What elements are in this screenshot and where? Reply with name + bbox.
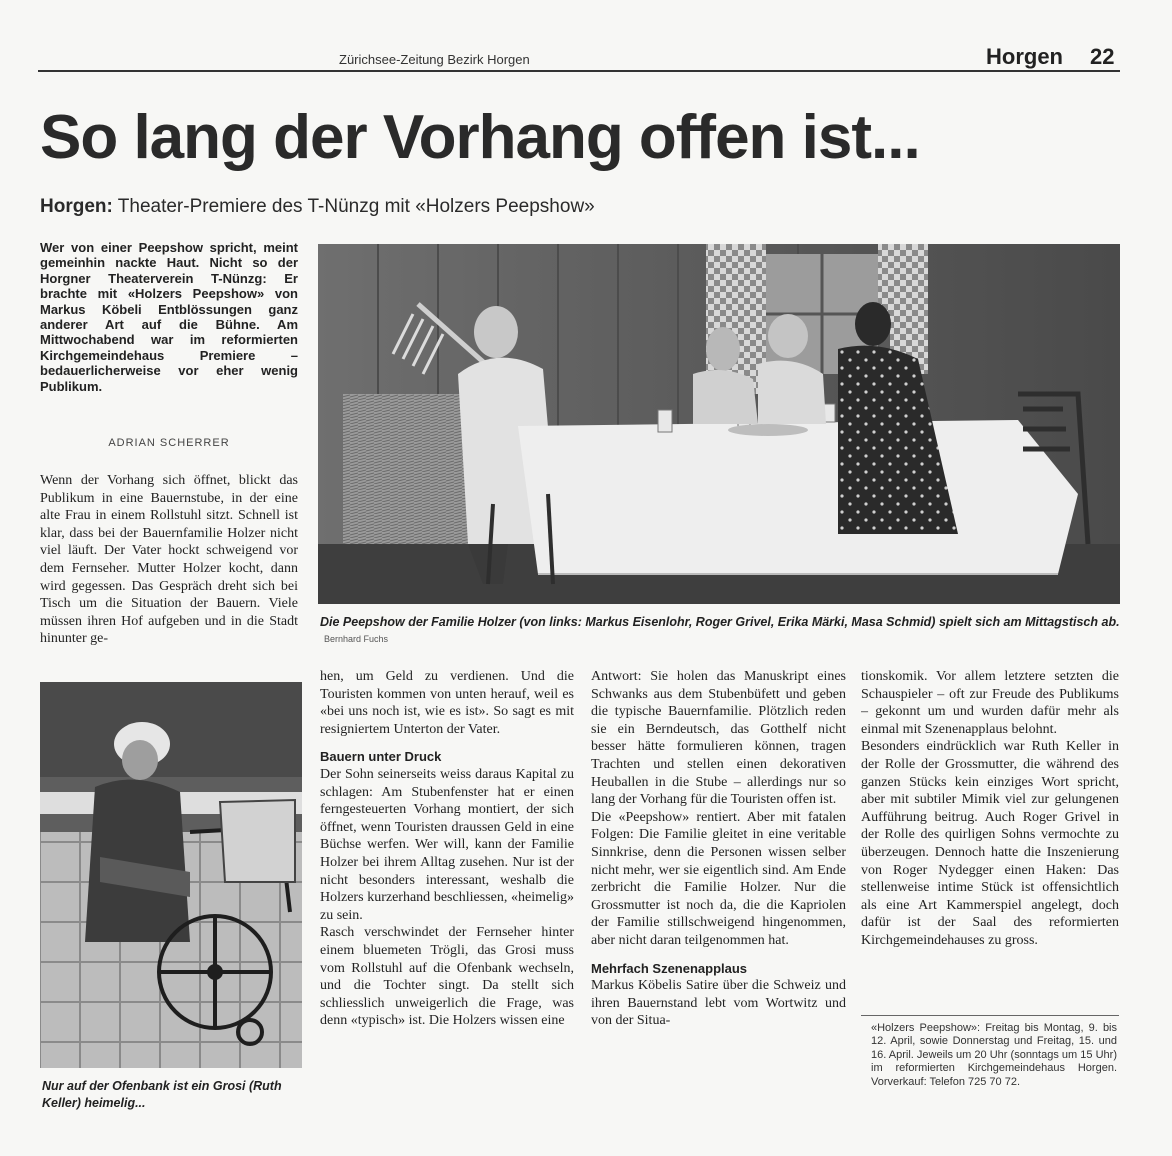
paragraph: Antwort: Sie holen das Manuskript eines Schwanks aus dem Stubenbüfett und geben die typische Bauernfamilie. Plötzlich reden sie ein Berndeutsch, das Gotthelf nicht besser hätte formulieren können, tragen Trachten und stellen einen dekorativen Heuballen in die Stube – allerdings nur so lang der Vorhang für die Touristen offen ist. — [591, 669, 846, 808]
article-subhead — [40, 196, 595, 218]
paragraph: Markus Köbelis Satire über die Schweiz und ihren Bauernstand lebt vom Wortwitz und von der Situa- — [591, 978, 846, 1029]
article-byline: ADRIAN SCHERRER — [108, 437, 230, 449]
body-column-3 — [591, 668, 846, 1116]
paragraph: Besonders eindrücklich war Ruth Keller in der Rolle der Grossmutter, die während des ganzen Stücks kein einziges Wort spricht, aber mit subtiler Mimik viel zur gelungenen Aufführung beitrug. Auch Roger Grivel in der Rolle des quirligen Sohns vermochte zu überzeugen. Dennoch hatte die Inszenierung von Roger Nydegger einen Haken: Das stellenweise intime Stück ist offensichtlich als eine Art Kammerspiel angelegt, doch dafür ist der Saal des reformierten Kirchgemeindehauses zu gross. — [861, 739, 1119, 948]
paragraph: hen, um Geld zu verdienen. Und die Touristen kommen von unten herauf, weil es «bei uns noch ist, wie es ist». So sagt es mit resigniertem Unterton der Vater. — [320, 669, 574, 737]
section-name: Horgen — [986, 44, 1063, 69]
subhead-text: Theater-Premiere des T-Nünzg mit «Holzers Peepshow» — [117, 196, 595, 217]
paragraph: Rasch verschwindet der Fernseher hinter einem bluemeten Trögli, das Grosi muss vom Rollstuhl auf die Ofenbank wechseln, und die Tochter singt. Da stellt sich schliesslich unweigerlich die Frage, was denn «typisch» ist. Die Holzers wissen eine — [320, 925, 574, 1029]
paragraph: Wenn der Vorhang sich öffnet, blickt das Publikum in eine Bauernstube, in der eine alte Frau in einem Rollstuhl sitzt. Schnell ist klar, dass bei der Bauernfamilie Holzer nicht viel läuft. Der Vater hockt schweigend vor dem Fernseher. Mutter Holzer kocht, dann wird gegessen. Das Gespräch dreht sich bei Tisch um die Situation der Bauern. Viele müssen ihren Hof aufgeben und in die Stadt hinunter ge- — [40, 473, 298, 647]
main-photo-stage-scene — [318, 244, 1120, 604]
paragraph: Der Sohn seinerseits weiss daraus Kapital zu schlagen: Am Stubenfenster hat er einen ferngesteuerten Vorhang montiert, der sich öffnet, wenn Touristen draussen Geld in eine Büchse werfen. Wer will, kann der Familie Holzer bei ihrem Alltag zusehen. Nur ist der nicht besonders interessant, weshalb die Holzers kurzerhand beschliessen, «heimelig» zu sein. — [320, 766, 574, 923]
small-photo-grandmother — [40, 682, 302, 1068]
article-lead: Wer von einer Peepshow spricht, meint gemeinhin nackte Haut. Nicht so der Horgner Theaterverein T-Nünzg: Er brachte mit «Holzers Peepshow» von Markus Köbeli Entblössungen ganz anderer Art auf die Bühne. Am Mittwochabend war im reformierten Kirchgemeindehaus Premiere – bedauerlicherweise vor eher wenig Publikum. — [40, 240, 298, 394]
newspaper-masthead: Zürichsee-Zeitung Bezirk Horgen — [339, 52, 530, 67]
paragraph: Die «Peepshow» rentiert. Aber mit fatalen Folgen: Die Familie gleitet in eine veritable Sinnkrise, denn die Personen wissen selber nicht mehr, wer sie eigentlich sind. Am Ende zerbricht die Familie Holzer. Nur die Grossmutter ist noch da, die die Kapriolen der Familie stillschweigend hingenommen, aber nicht daran teilgenommen hat. — [591, 809, 846, 948]
page-number: 22 — [1090, 44, 1115, 69]
event-infobox: «Holzers Peepshow»: Freitag bis Montag, 9. bis 12. April, sowie Donnerstag und Freitag, 15. und 16. April. Jeweils um 20 Uhr (sonntags um 15 Uhr) im reformierten Kirchgemeindehaus Horgen. Vorverkauf: Telefon 725 70 72. — [871, 1022, 1117, 1088]
photo-credit: Bernhard Fuchs — [324, 634, 389, 644]
paragraph: tionskomik. Vor allem letztere setzten die Schauspieler – oft zur Freude des Publikums – gekonnt um und wurden dafür mehr als einmal mit Szenenapplaus belohnt. — [861, 669, 1119, 737]
body-column-4 — [861, 668, 1119, 1000]
infobox-rule — [861, 1015, 1119, 1016]
header-rule — [38, 70, 1120, 72]
section-subheading: Mehrfach Szenenapplaus — [591, 960, 748, 976]
small-photo-caption: Nur auf der Ofenbank ist ein Grosi (Ruth Keller) heimelig... — [42, 1079, 282, 1110]
article-headline: So lang der Vorhang offen ist... — [40, 103, 920, 172]
main-photo-caption — [320, 614, 1120, 647]
section-subheading: Bauern unter Druck — [320, 749, 442, 765]
main-caption-text: Die Peepshow der Familie Holzer (von links: Markus Eisenlohr, Roger Grivel, Erika Märki, Masa Schmid) spielt sich am Mittagstisch ab. — [320, 615, 1120, 629]
body-column-2 — [320, 668, 574, 1116]
subhead-place: Horgen: — [40, 196, 113, 217]
body-column-1 — [40, 472, 298, 674]
